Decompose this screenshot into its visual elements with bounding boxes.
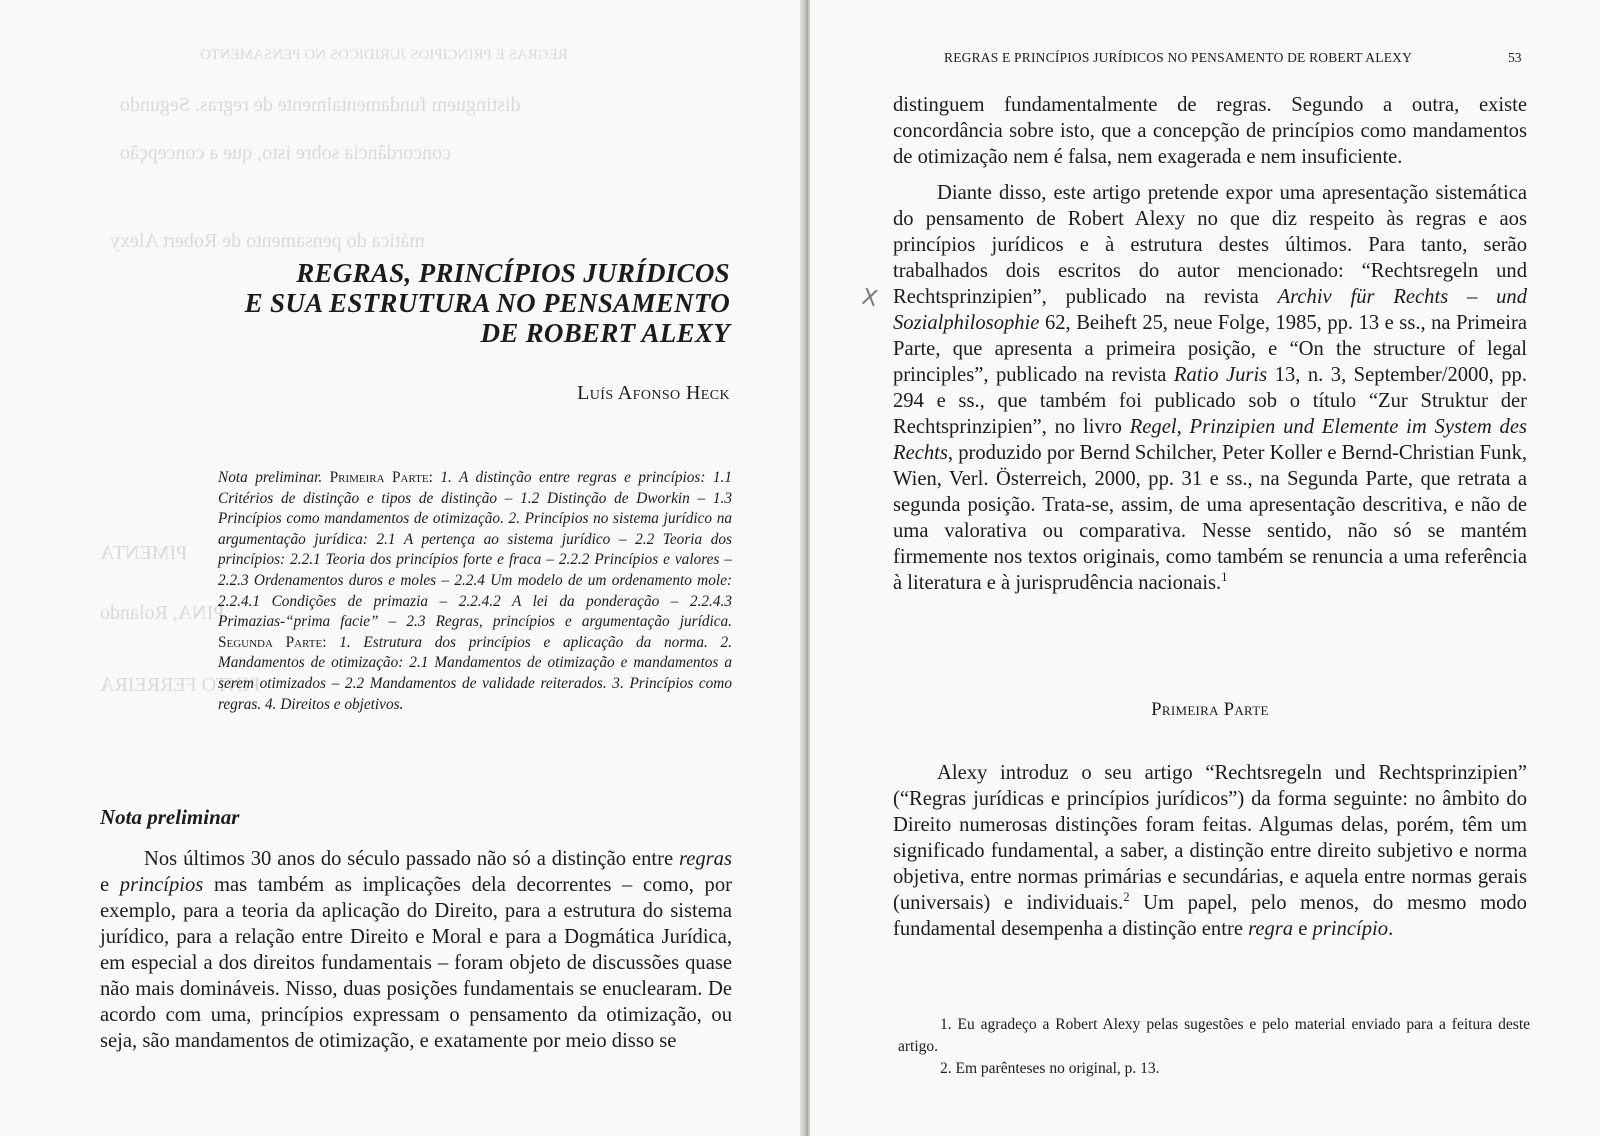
title-line: REGRAS, PRINCÍPIOS JURÍDICOS: [296, 258, 730, 288]
author-name: Luís Afonso Heck: [577, 382, 730, 404]
text-run: Um papel, pelo menos, do mesmo modo fundamental desempenha a distinção entre: [893, 892, 1527, 940]
paragraph: [100, 846, 732, 1054]
bleed-through-text: concordância sobre isto, que a concepção: [120, 142, 451, 164]
paragraph: [893, 760, 1527, 942]
text-run: 62, Beiheft 25, neue Folge, 1985, pp. 13 e ss., na Primeira Parte, que apresenta a primeira posição, e “On the structure of legal principles”, publicado na revista: [893, 312, 1527, 386]
title-line: E SUA ESTRUTURA NO PENSAMENTO: [244, 288, 730, 318]
footnotes: [898, 1014, 1530, 1080]
italic-term: regra: [1248, 918, 1294, 940]
italic-term: Archiv für Rechts – und Sozialphilosophie: [893, 286, 1527, 334]
part2-contents: 1. Estrutura dos princípios e aplicação da norma. 2. Mandamentos de otimização: 2.1 Mandamentos de otimização e mandamentos a serem otimizados – 2.2 Mandamentos de validade reiterados. 3. Princípios como regras. 4. Direitos e objetivos.: [218, 633, 732, 713]
bleed-through-text: PIMENTA: [100, 542, 188, 564]
bleed-through-text: PINA, Rolando: [100, 602, 225, 624]
section-heading: Nota preliminar: [100, 805, 240, 829]
italic-term: regras: [678, 848, 732, 870]
bleed-through-text: mática do pensamento de Robert Alexy: [110, 230, 425, 252]
paragraph: distinguem fundamentalmente de regras. Segundo a outra, existe concordância sobre isto, que a concepção de princípios como mandamentos de otimização nem é falsa, nem exagerada e nem insuficiente.: [893, 94, 1527, 168]
italic-term: princípio: [1312, 918, 1389, 940]
italic-term: Ratio Juris: [1173, 364, 1268, 386]
body-text-right-part1: [893, 760, 1527, 942]
text-run: .: [1388, 918, 1394, 940]
title-line: DE ROBERT ALEXY: [480, 318, 730, 348]
text-run: e: [100, 874, 120, 896]
table-of-contents-summary: [218, 468, 732, 715]
text-run: , produzido por Bernd Schilcher, Peter Koller e Bernd-Christian Funk, Wien, Verl. Österreich, 2000, pp. 31 e ss., na Segunda Parte, que retrata a segunda posição. Trata-se, assim, de uma apresentação descritiva, e não de uma valorativa ou comparativa. Nesse sentido, não só se mantém firmemente nos textos originais, como também se renuncia a uma referência à literatura e à jurisprudência nacionais.: [893, 442, 1528, 594]
text-run: mas também as implicações dela decorrentes – como, por exemplo, para a teoria da aplicação do Direito, para a estrutura do sistema jurídico, para a relação entre Direito e Moral e para a Dogmática Jurídica, em especial a dos direitos fundamentais – foram objeto de discussões quase não mais domináveis. Nisso, duas posições fundamentais se enuclearam. De acordo com uma, princípios expressam o pensamento da otimização, ou seja, são mandamentos de otimização, e exatamente por meio disso se: [100, 874, 732, 1052]
body-text-left: [100, 846, 732, 1054]
body-text-right: [893, 92, 1527, 596]
footnote: 2. Em parênteses no original, p. 13.: [940, 1060, 1160, 1077]
article-title: [230, 258, 730, 348]
text-run: Diante disso, este artigo pretende expor uma apresentação sistemática do pensamento de Robert Alexy no que diz respeito às regras e aos princípios jurídicos e à estrutura destes últimos. Para tanto, serão trabalhados dois escritos do autor mencionado: “Rechtsregeln und Rechtsprinzipien”, publicado na revista: [893, 182, 1527, 308]
part1-contents: 1. A distinção entre regras e princípios: 1.1 Critérios de distinção e tipos de distinção – 1.2 Distinção de Dworkin – 1.3 Princípios como mandamentos de otimização. 2. Princípios no sistema jurídico na argumentação jurídica: 2.1 A pertença ao sistema jurídico – 2.2 Teoria dos princípios: 2.2.1 Teoria dos princípios forte e fraca – 2.2.2 Princípios e valores – 2.2.3 Ordenamentos duros e moles – 2.2.4 Um modelo de um ordenamento mole: 2.2.4.1 Condições de primazia – 2.2.4.2 A lei da ponderação – 2.2.4.3 Primazias-“prima facie” – 2.3 Regras, princípios e argumentação jurídica.: [218, 469, 733, 631]
bleed-through-text: distinguem fundamentalmente de regras. Segundo: [120, 94, 521, 116]
paragraph: [893, 180, 1527, 596]
part-heading: Primeira Parte: [1151, 700, 1269, 720]
page-number: 53: [1508, 50, 1522, 65]
italic-term: Regel, Prinzipien und Elemente im System des Rechts: [893, 416, 1527, 464]
text-run: e: [1293, 918, 1313, 940]
running-head: REGRAS E PRINCÍPIOS JURÍDICOS NO PENSAMENTO DE ROBERT ALEXY: [944, 50, 1413, 65]
bleed-through-text: PINTO FERREIRA: [100, 674, 261, 696]
handwritten-margin-mark: X: [859, 284, 880, 313]
summary-label: Nota preliminar.: [218, 469, 323, 486]
bleed-through-text: REGRAS E PRINCIPIOS JURIDICOS NO PENSAMENTO: [200, 47, 568, 63]
text-run: 13, n. 3, September/2000, pp. 294 e ss., que também foi publicado sob o título “Zur Struktur der Rechtsprinzipien”, no livro: [893, 364, 1528, 438]
part1-label: Primeira Parte:: [329, 469, 433, 486]
italic-term: princípios: [119, 874, 204, 896]
footnote-ref: 2: [1123, 890, 1130, 905]
footnote-ref: 1: [1221, 570, 1228, 585]
text-run: Nos últimos 30 anos do século passado não só a distinção entre: [144, 848, 679, 870]
footnote: 1. Eu agradeço a Robert Alexy pelas sugestões e pelo material enviado para a feitura deste artigo.: [898, 1016, 1530, 1055]
part2-label: Segunda Parte:: [218, 633, 327, 651]
text-run: Alexy introduz o seu artigo “Rechtsregeln und Rechtsprinzipien” (“Regras jurídicas e princípios jurídicos”) da forma seguinte: no âmbito do Direito numerosas distinções foram feitas. Algumas delas, porém, têm um significado fundamental, a saber, a distinção entre direito subjetivo e norma objetiva, entre normas primárias e secundárias, e aquela entre normas gerais (universais) e individuais.: [893, 762, 1527, 914]
